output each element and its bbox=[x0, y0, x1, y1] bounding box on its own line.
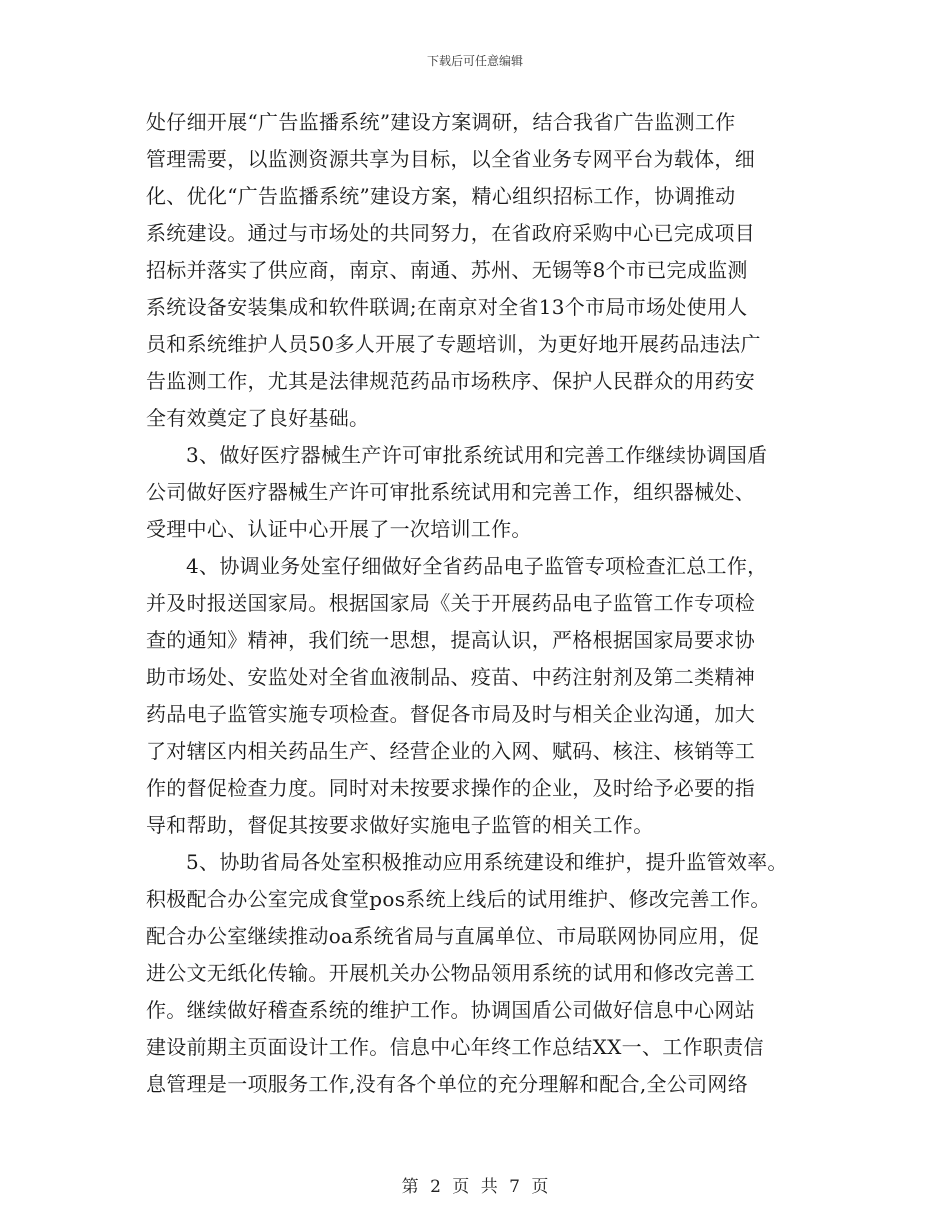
text-line: 息管理是一项服务工作,没有各个单位的充分理解和配合,全公司网络 bbox=[146, 1072, 749, 1096]
text-line: 招标并落实了供应商，南京、南通、苏州、无锡等8个市已完成监测 bbox=[146, 258, 748, 282]
page-number-footer: 第 2 页 共 7 页 bbox=[401, 1177, 549, 1197]
document-body bbox=[146, 104, 836, 1103]
paragraph-start-line: 5、协助省局各处室积极推动应用系统建设和维护，提升监管效率。 bbox=[186, 850, 788, 874]
text-line: 进公文无纸化传输。开展机关办公物品领用系统的试用和修改完善工 bbox=[146, 961, 755, 985]
paragraph-start-line: 3、做好医疗器械生产许可审批系统试用和完善工作继续协调国盾 bbox=[186, 443, 768, 467]
text-line: 全有效奠定了良好基础。 bbox=[146, 406, 370, 430]
text-line: 作。继续做好稽查系统的维护工作。协调国盾公司做好信息中心网站 bbox=[146, 998, 755, 1022]
text-line: 受理中心、认证中心开展了一次培训工作。 bbox=[146, 517, 532, 541]
text-line: 导和帮助，督促其按要求做好实施电子监管的相关工作。 bbox=[146, 813, 654, 837]
text-line: 员和系统维护人员50多人开展了专题培训，为更好地开展药品违法广 bbox=[146, 332, 761, 356]
page-header: 下载后可任意编辑 bbox=[426, 54, 523, 68]
text-line: 告监测工作，尤其是法律规范药品市场秩序、保护人民群众的用药安 bbox=[146, 369, 755, 393]
text-line: 助市场处、安监处对全省血液制品、疫苗、中药注射剂及第二类精神 bbox=[146, 665, 755, 689]
text-line: 查的通知》精神，我们统一思想，提高认识，严格根据国家局要求协 bbox=[146, 628, 755, 652]
paragraph-start-line: 4、协调业务处室仔细做好全省药品电子监管专项检查汇总工作， bbox=[186, 554, 768, 578]
text-line: 系统建设。通过与市场处的共同努力，在省政府采购中心已完成项目 bbox=[146, 221, 755, 245]
text-line: 了对辖区内相关药品生产、经营企业的入网、赋码、核注、核销等工 bbox=[146, 739, 755, 763]
text-line: 配合办公室继续推动oa系统省局与直属单位、市局联网协同应用，促 bbox=[146, 924, 760, 948]
text-line: 药品电子监管实施专项检查。督促各市局及时与相关企业沟通，加大 bbox=[146, 702, 755, 726]
text-line: 管理需要，以监测资源共享为目标，以全省业务专网平台为载体，细 bbox=[146, 147, 755, 171]
text-line: 并及时报送国家局。根据国家局《关于开展药品电子监管工作专项检 bbox=[146, 591, 755, 615]
text-line: 建设前期主页面设计工作。信息中心年终工作总结XX一、工作职责信 bbox=[146, 1035, 764, 1059]
text-line: 系统设备安装集成和软件联调;在南京对全省13个市局市场处使用人 bbox=[146, 295, 748, 319]
text-line: 处仔细开展“广告监播系统”建设方案调研，结合我省广告监测工作 bbox=[146, 110, 736, 134]
text-line: 作的督促检查力度。同时对未按要求操作的企业，及时给予必要的指 bbox=[146, 776, 755, 800]
text-line: 积极配合办公室完成食堂pos系统上线后的试用维护、修改完善工作。 bbox=[146, 887, 771, 911]
text-line: 公司做好医疗器械生产许可审批系统试用和完善工作，组织器械处、 bbox=[146, 480, 755, 504]
text-line: 化、优化“广告监播系统”建设方案，精心组织招标工作，协调推动 bbox=[146, 184, 736, 208]
